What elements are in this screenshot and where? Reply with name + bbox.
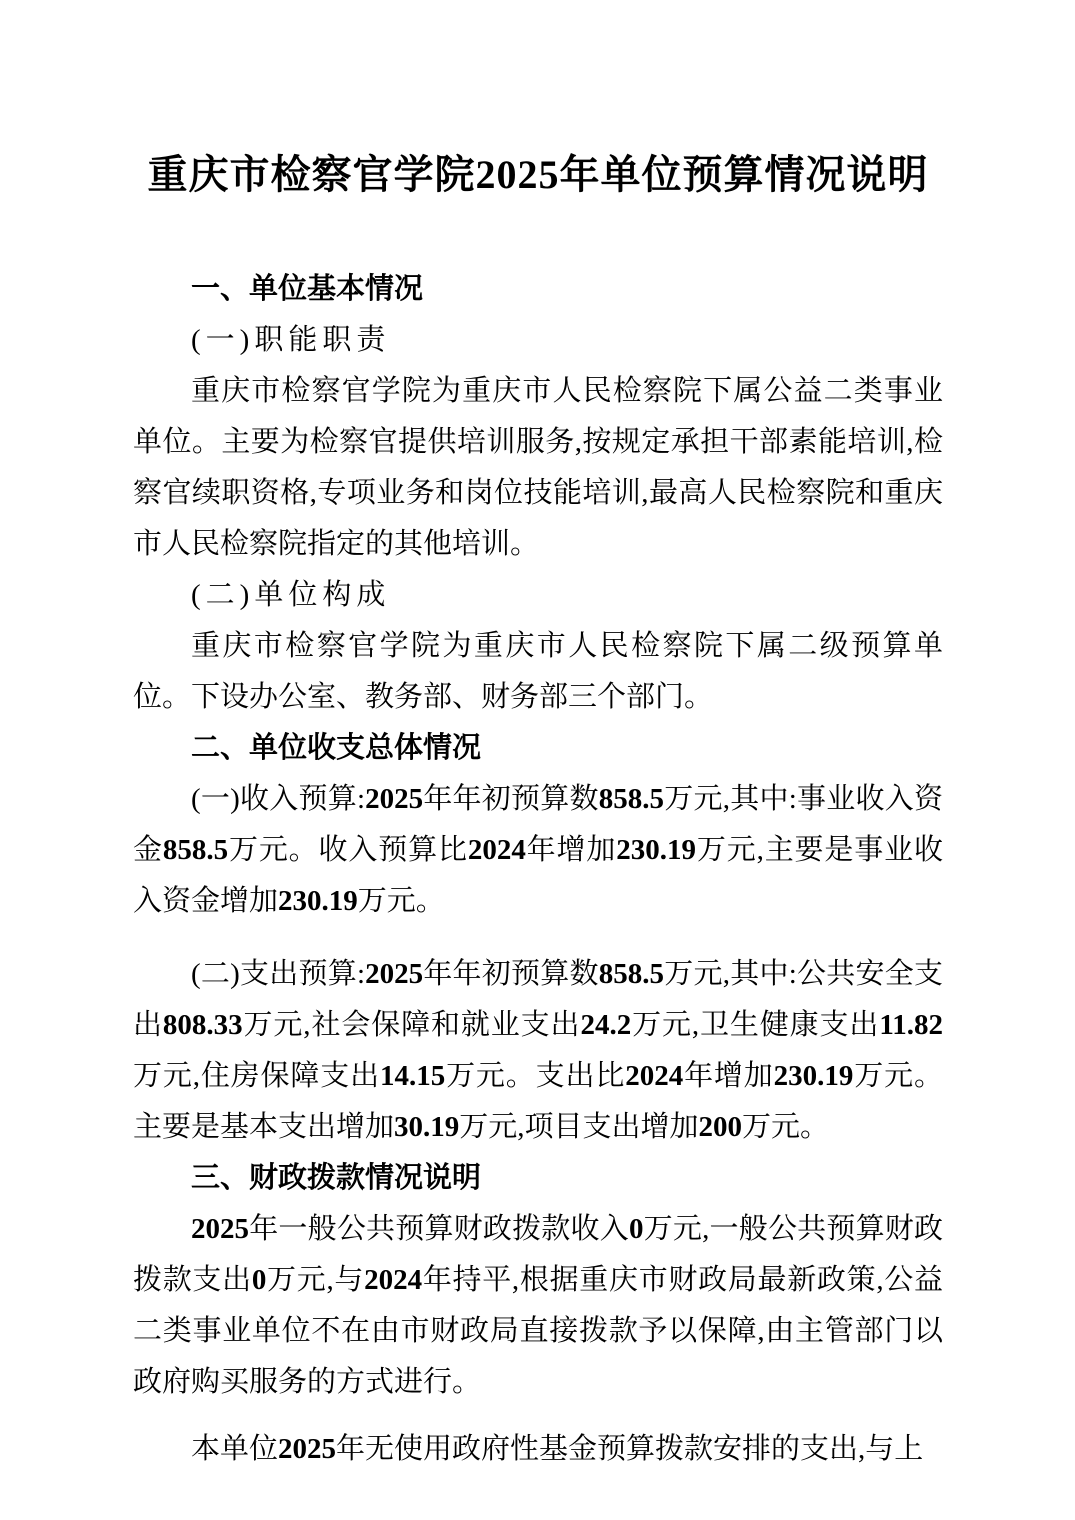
section-heading-fiscal-appropriation: 三、财政拨款情况说明	[191, 1162, 482, 1194]
paragraph-composition: 重庆市检察官学院为重庆市人民检察院下属二级预算单位。下设办公室、教务部、财务部三个部门。	[133, 630, 943, 713]
document-title: 重庆市检察官学院2025年单位预算情况说明	[147, 152, 929, 197]
paragraph-expenditure-budget: (二)支出预算:2025年年初预算数858.5万元,其中:公共安全支出808.33万元,社会保障和就业支出24.2万元,卫生健康支出11.82万元,住房保障支出14.15万元。支出比2024年增加230.19万元。主要是基本支出增加30.19万元,项目支出增加200万元。	[133, 958, 943, 1143]
section-heading-revenue-expenditure: 二、单位收支总体情况	[191, 732, 482, 764]
paragraph-duties: 重庆市检察官学院为重庆市人民检察院下属公益二类事业单位。主要为检察官提供培训服务,按规定承担干部素能培训,检察官续职资格,专项业务和岗位技能培训,最高人民检察院和重庆市人民检察院指定的其他培训。	[133, 375, 943, 560]
subheading-duties: (一)职能职责	[191, 324, 391, 356]
paragraph-income-budget: (一)收入预算:2025年年初预算数858.5万元,其中:事业收入资金858.5万元。收入预算比2024年增加230.19万元,主要是事业收入资金增加230.19万元。	[133, 783, 943, 917]
paragraph-government-fund: 本单位2025年无使用政府性基金预算拨款安排的支出,与上	[191, 1433, 924, 1465]
paragraph-fiscal-appropriation: 2025年一般公共预算财政拨款收入0万元,一般公共预算财政拨款支出0万元,与2024年持平,根据重庆市财政局最新政策,公益二类事业单位不在由市财政局直接拨款予以保障,由主管部门以政府购买服务的方式进行。	[133, 1213, 943, 1398]
subheading-composition: (二)单位构成	[191, 579, 391, 611]
section-heading-basic-info: 一、单位基本情况	[191, 273, 424, 305]
